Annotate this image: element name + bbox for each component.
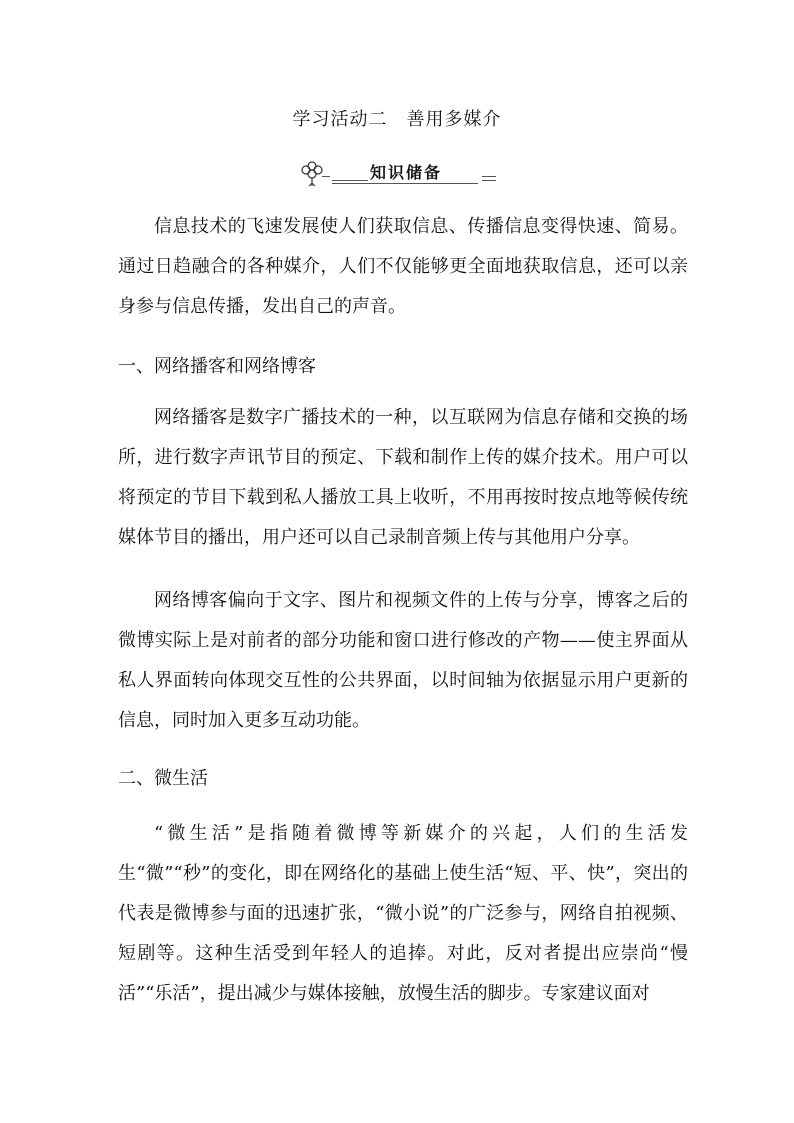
banner-rule-underline xyxy=(332,183,478,184)
banner-rule-right xyxy=(482,176,496,177)
banner-rule-left-long xyxy=(332,180,368,181)
section-heading-podcast: 一、网络播客和网络博客 xyxy=(118,356,316,377)
banner-rule-right-2 xyxy=(482,180,496,181)
banner-rule-left xyxy=(322,176,330,177)
page-title: 学习活动二 善用多媒介 xyxy=(292,109,502,130)
banner-label: 知识储备 xyxy=(370,163,443,182)
podcast-paragraph: 网络播客是数字广播技术的一种，以互联网为信息存储和交换的场所，进行数字声讯节目的预定、下载和制作上传的媒介技术。用户可以将预定的节目下载到私人播放工具上收听，不用再按时按点地等候传统媒体节目的播出，用户还可以自己录制音频上传与其他用户分享。 xyxy=(118,407,688,548)
intro-paragraph: 信息技术的飞速发展使人们获取信息、传播信息变得快速、简易。通过日趋融合的各种媒介，人们不仅能够更全面地获取信息，还可以亲身参与信息传播，发出自己的声音。 xyxy=(118,216,688,317)
section-banner xyxy=(300,156,500,188)
blog-paragraph: 网络博客偏向于文字、图片和视频文件的上传与分享，博客之后的微博实际上是对前者的部分功能和窗口进行修改的产物——使主界面从私人界面转向体现交互性的公共界面，以时间轴为依据显示用户更新的信息，同时加入更多互动功能。 xyxy=(118,590,688,731)
microlife-paragraph: “微生活”是指随着微博等新媒介的兴起，人们的生活发生“微”“秒”的变化，即在网络化的基础上使生活“短、平、快”，突出的代表是微博参与面的迅速扩张，“微小说”的广泛参与，网络自拍视频、短剧等。这种生活受到年轻人的追捧。对此，反对者提出应崇尚“慢活”“乐活”，提出减少与媒体接触，放慢生活的脚步。专家建议面对 xyxy=(118,823,688,1004)
knot-ornament-icon xyxy=(300,156,328,188)
section-heading-microlife: 二、微生活 xyxy=(118,768,208,789)
